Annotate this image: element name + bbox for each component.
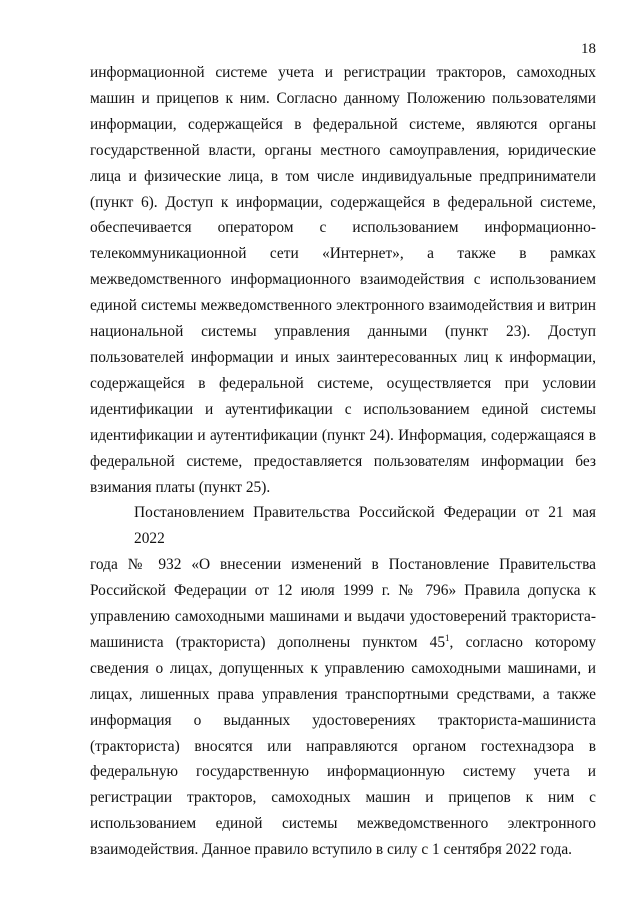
text-line: информационной системе учета и регистрации тракторов, самоходных xyxy=(90,64,596,81)
text-line: машин и прицепов к ним. Согласно данному Положению пользователями xyxy=(90,89,596,107)
text-line: взимания платы (пункт 25). xyxy=(90,478,271,496)
text-line: федеральной системе, предоставляется пользователям информации без xyxy=(90,452,596,470)
text-line: идентификации и аутентификации с использованием единой системы xyxy=(90,400,596,418)
paragraph-1 xyxy=(90,60,596,500)
page-number: 18 xyxy=(581,41,596,57)
text-line: регистрации тракторов, самоходных машин и прицепов к ним с xyxy=(90,789,596,807)
text-line: национальной системы управления данными (пункт 23). Доступ xyxy=(90,323,596,341)
text-line: обеспечивается оператором с использованием информационно- xyxy=(90,219,596,237)
text-fragment: , согласно которому xyxy=(449,633,596,651)
text-line: лица и физические лица, в том числе индивидуальные предприниматели xyxy=(90,167,596,185)
paragraph-2 xyxy=(90,500,596,863)
footnote-superscript: 1 xyxy=(445,632,450,643)
text-line: межведомственного информационного взаимодействия с использованием xyxy=(90,271,596,289)
text-line: содержащейся в федеральной системе, осуществляется при условии xyxy=(90,374,596,392)
text-line: федеральную государственную информационную систему учета и xyxy=(90,763,596,781)
text-line: Постановлением Правительства Российской Федерации от 21 мая 2022 xyxy=(134,504,596,548)
document-body xyxy=(90,60,596,863)
text-line: управлению самоходными машинами и выдачи удостоверений тракториста- xyxy=(90,608,596,626)
text-line: взаимодействия. Данное правило вступило в силу с 1 сентября 2022 года. xyxy=(90,841,573,859)
text-line: Российской Федерации от 12 июля 1999 г. № 796» Правила допуска к xyxy=(90,582,596,600)
text-line: года № 932 «О внесении изменений в Постановление Правительства xyxy=(90,556,596,574)
text-line: единой системы межведомственного электронного взаимодействия и витрин xyxy=(90,297,596,315)
text-line-with-footnote xyxy=(90,630,596,656)
text-fragment: машиниста (тракториста) дополнены пунктом 45 xyxy=(90,633,446,651)
text-line: сведения о лицах, допущенных к управлению самоходными машинами, и xyxy=(90,659,596,677)
text-line: лицах, лишенных права управления транспортными средствами, а также xyxy=(90,685,596,703)
text-line: информации, содержащейся в федеральной системе, являются органы xyxy=(90,115,596,133)
text-line: (тракториста) вносятся или направляются органом гостехнадзора в xyxy=(90,737,596,755)
text-line: (пункт 6). Доступ к информации, содержащейся в федеральной системе, xyxy=(90,193,596,211)
text-line: идентификации и аутентификации (пункт 24). Информация, содержащаяся в xyxy=(90,426,596,444)
text-line: телекоммуникационной сети «Интернет», а также в рамках xyxy=(90,245,596,263)
text-line: пользователей информации и иных заинтересованных лиц к информации, xyxy=(90,348,596,366)
text-line: информация о выданных удостоверениях тракториста-машиниста xyxy=(90,711,596,729)
text-line: государственной власти, органы местного самоуправления, юридические xyxy=(90,141,596,159)
text-line: использованием единой системы межведомственного электронного xyxy=(90,815,596,833)
